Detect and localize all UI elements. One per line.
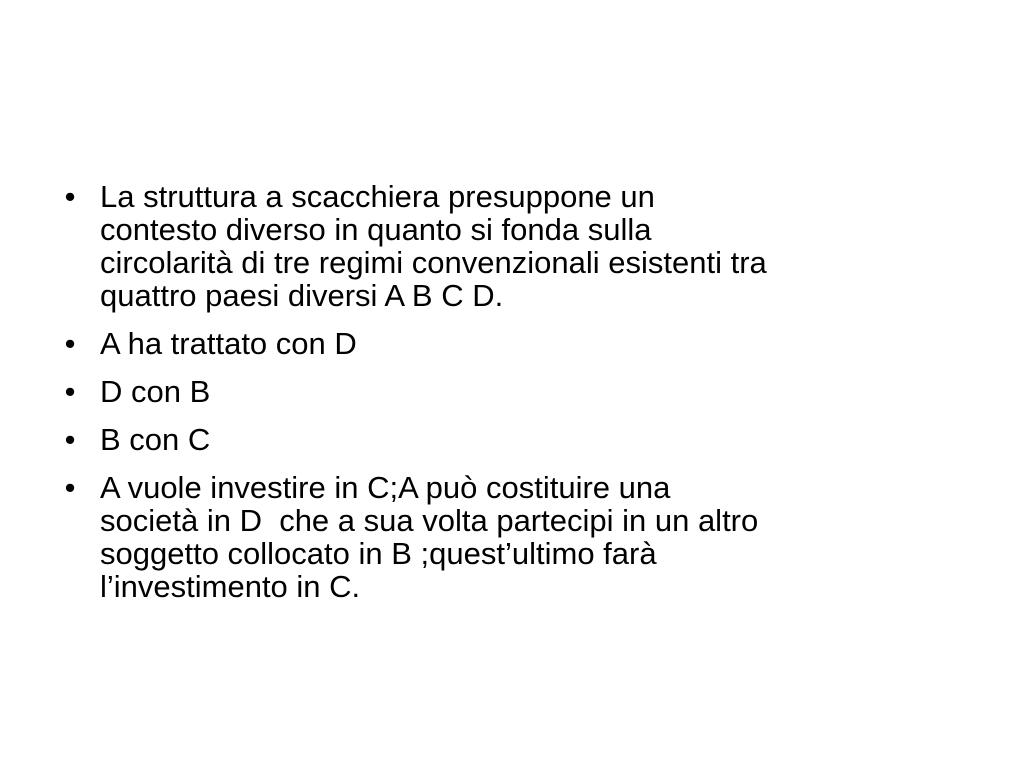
bullet-icon: •: [64, 179, 76, 214]
bullet-item: [58, 423, 988, 456]
bullet-text: [100, 375, 988, 408]
bullet-line: contesto diverso in quanto si fonda sulla: [100, 212, 652, 247]
bullet-item: [58, 180, 988, 312]
bullet-line: quattro paesi diversi A B C D.: [100, 278, 504, 313]
bullet-line: A ha trattato con D: [100, 326, 357, 361]
bullet-item: [58, 471, 988, 603]
bullet-line: l’investimento in C.: [100, 569, 361, 604]
bullet-line: D con B: [100, 374, 211, 409]
bullet-text: [100, 423, 988, 456]
bullet-line: La struttura a scacchiera presuppone un: [100, 179, 655, 214]
bullet-line: società in D che a sua volta partecipi in un altro: [100, 503, 759, 538]
bullet-icon: •: [64, 470, 76, 505]
bullet-icon: •: [64, 374, 76, 409]
bullet-text: [100, 180, 988, 312]
bullet-item: [58, 375, 988, 408]
bullet-list: [58, 180, 988, 618]
bullet-text: [100, 471, 988, 603]
bullet-text: [100, 327, 988, 360]
bullet-line: A vuole investire in C;A può costituire una: [100, 470, 671, 505]
bullet-icon: •: [64, 326, 76, 361]
bullet-line: circolarità di tre regimi convenzionali esistenti tra: [100, 245, 767, 280]
bullet-line: B con C: [100, 422, 211, 457]
bullet-icon: •: [64, 422, 76, 457]
bullet-item: [58, 327, 988, 360]
bullet-line: soggetto collocato in B ;quest’ultimo farà: [100, 536, 657, 571]
